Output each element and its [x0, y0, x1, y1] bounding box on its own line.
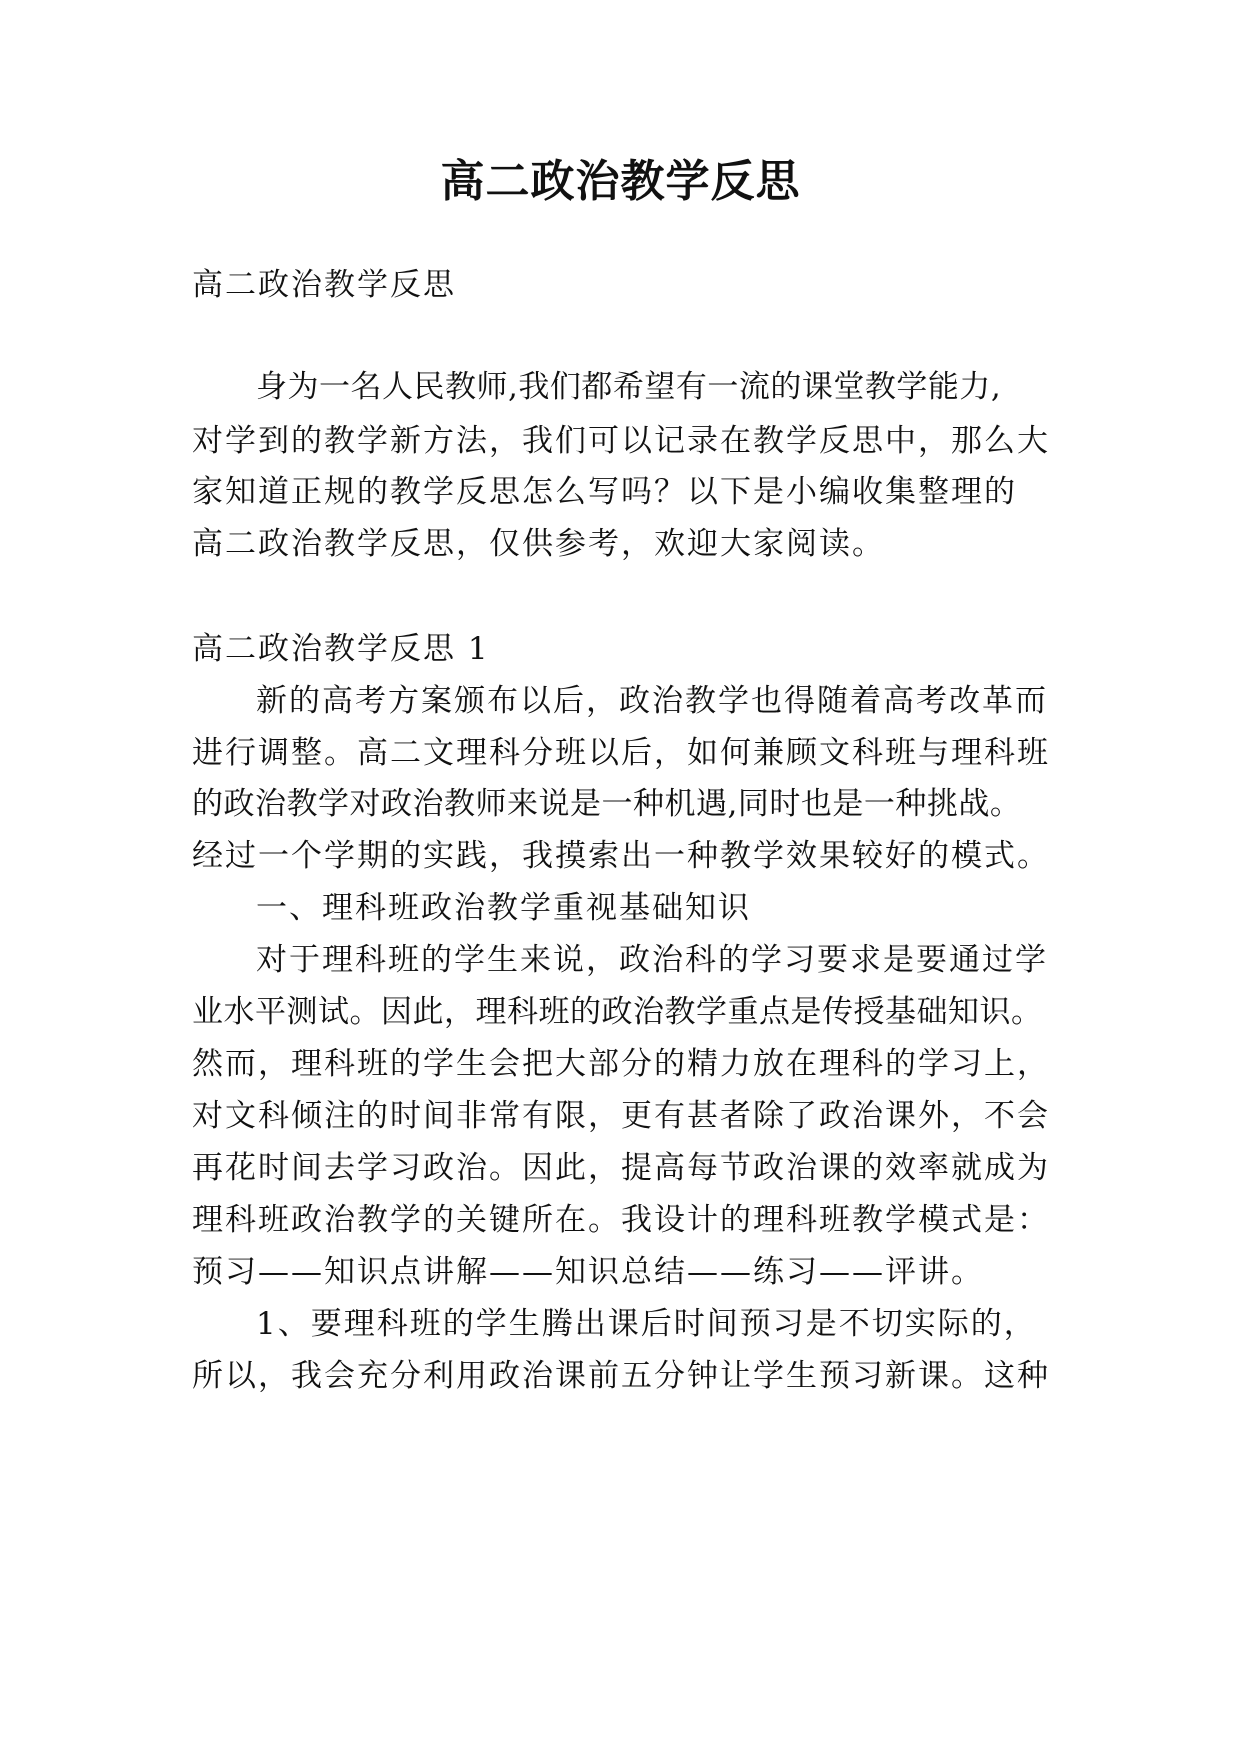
document-title: 高二政治教学反思	[440, 156, 801, 207]
intro-line: 高二政治教学反思，仅供参考，欢迎大家阅读。	[192, 526, 885, 562]
numbered-heading: 一、理科班政治教学重视基础知识	[256, 890, 751, 926]
body-line: 业水平测试。因此，理科班的政治教学重点是传授基础知识。	[192, 994, 1043, 1030]
body-line: 再花时间去学习政治。因此，提高每节政治课的效率就成为	[192, 1150, 1050, 1186]
intro-line: 家知道正规的教学反思怎么写吗？以下是小编收集整理的	[192, 474, 1017, 510]
body-line: 然而，理科班的学生会把大部分的精力放在理科的学习上，	[192, 1046, 1050, 1082]
body-line: 的政治教学对政治教师来说是一种机遇,同时也是一种挑战。	[192, 786, 1022, 822]
body-line: 进行调整。高二文理科分班以后，如何兼顾文科班与理科班	[192, 735, 1050, 771]
section-heading: 高二政治教学反思 1	[192, 631, 490, 667]
body-line: 所以，我会充分利用政治课前五分钟让学生预习新课。这种	[192, 1358, 1050, 1394]
intro-line: 对学到的教学新方法，我们可以记录在教学反思中，那么大	[192, 423, 1050, 459]
body-line: 理科班政治教学的关键所在。我设计的理科班教学模式是：	[192, 1202, 1050, 1238]
body-line: 预习——知识点讲解——知识总结——练习——评讲。	[192, 1254, 984, 1290]
body-line: 1、要理科班的学生腾出课后时间预习是不切实际的，	[256, 1306, 1037, 1342]
body-line: 新的高考方案颁布以后，政治教学也得随着高考改革而	[256, 683, 1048, 719]
body-line: 对于理科班的学生来说，政治科的学习要求是要通过学	[256, 942, 1048, 978]
intro-line: 身为一名人民教师,我们都希望有一流的课堂教学能力,	[256, 369, 1002, 405]
document-subtitle: 高二政治教学反思	[192, 267, 456, 303]
body-line: 对文科倾注的时间非常有限，更有甚者除了政治课外，不会	[192, 1098, 1050, 1134]
body-line: 经过一个学期的实践，我摸索出一种教学效果较好的模式。	[192, 838, 1050, 874]
